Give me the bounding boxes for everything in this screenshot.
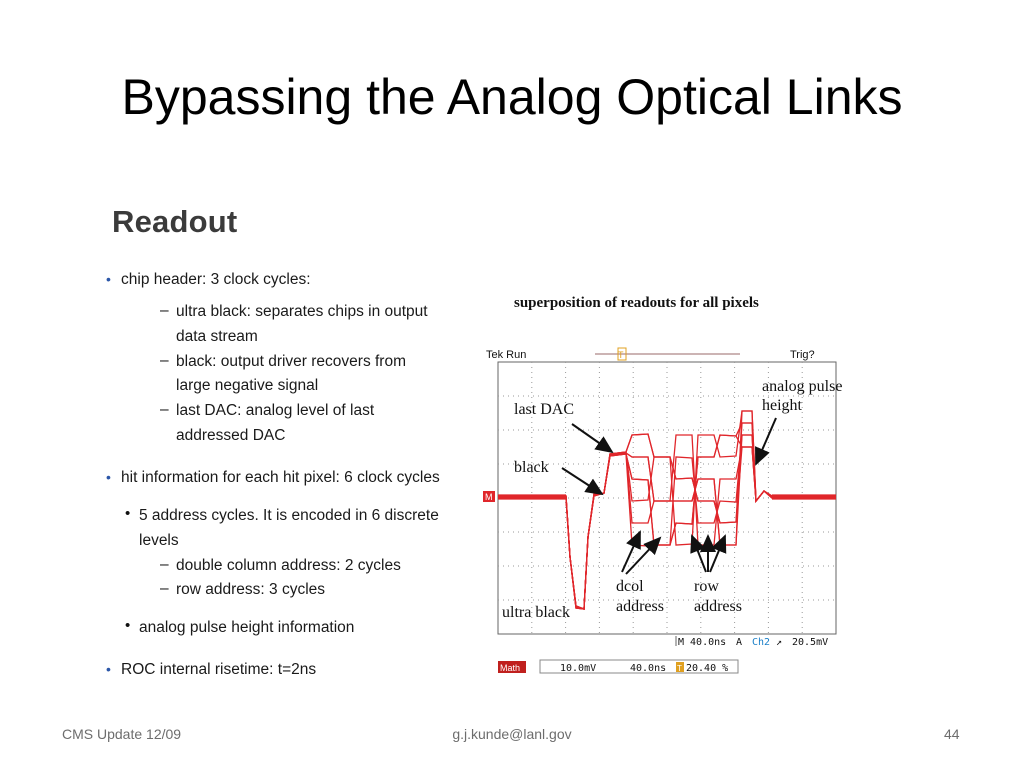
label-analog-pulse-cont: height [762,397,802,414]
bullet-marker: • [125,505,131,522]
sub-bullet-dcol-address: double column address: 2 cycles [176,557,401,574]
readout-a: A [736,637,743,648]
bullet-roc-risetime: ROC internal risetime: t=2ns [121,661,317,678]
sub-bullet-ultra-black-cont: data stream [176,328,258,345]
bullet-marker: • [106,469,111,485]
readout-level: 20.5mV [792,637,829,648]
bullet-address-cycles: 5 address cycles. It is encoded in 6 discrete [139,507,439,524]
dash-marker: – [160,302,169,319]
readout-slope-icon: ↗ [776,637,783,648]
sub-bullet-row-address: row address: 3 cycles [176,581,326,598]
math-volts: 10.0mV [560,663,597,674]
bullet-marker: • [125,617,131,634]
bullet-chip-header: chip header: 3 clock cycles: [121,271,311,288]
math-label: Math [500,663,521,673]
footer-center: g.j.kunde@lanl.gov [452,726,572,742]
dash-marker: – [160,352,169,369]
bullet-hit-info: hit information for each hit pixel: 6 clock cycles [121,469,440,486]
sub-bullet-black: black: output driver recovers from [176,353,407,370]
readout-channel: Ch2 [752,637,771,648]
readout-heading: Readout [112,204,238,239]
sub-bullet-last-dac: last DAC: analog level of last [176,402,375,419]
dash-marker: – [160,580,169,597]
sub-bullet-ultra-black: ultra black: separates chips in output [176,303,428,320]
oscilloscope-figure [480,340,870,675]
sub-bullet-last-dac-cont: addressed DAC [176,427,286,444]
label-last-dac: last DAC [514,401,574,418]
math-marker-label: T [677,664,682,673]
scope-status-right: Trig? [790,349,815,361]
readout-m-time: M 40.0ns [678,637,727,648]
page-number: 44 [944,726,960,742]
label-black: black [514,459,549,476]
math-percent: 20.40 % [686,663,729,674]
label-dcol-address: address [616,598,664,615]
math-time: 40.0ns [630,663,667,674]
figure-caption: superposition of readouts for all pixels [514,295,759,311]
footer-left: CMS Update 12/09 [62,726,182,742]
label-row: row [694,578,719,595]
bullet-marker: • [106,661,111,677]
label-row-address: address [694,598,742,615]
bullet-marker: • [106,271,111,287]
label-analog-pulse: analog pulse [762,378,843,395]
bullet-address-cycles-cont: levels [139,532,179,549]
bullet-analog-pulse: analog pulse height information [139,619,355,636]
slide-title: Bypassing the Analog Optical Links [121,69,903,125]
dash-marker: – [160,556,169,573]
trigger-bar-marker: T [618,350,624,360]
sub-bullet-black-cont: large negative signal [176,377,319,394]
label-ultra-black: ultra black [502,604,570,621]
label-dcol: dcol [616,578,644,595]
scope-status-left: Tek Run [486,349,527,361]
dash-marker: – [160,401,169,418]
ground-marker-label: M [485,492,493,502]
